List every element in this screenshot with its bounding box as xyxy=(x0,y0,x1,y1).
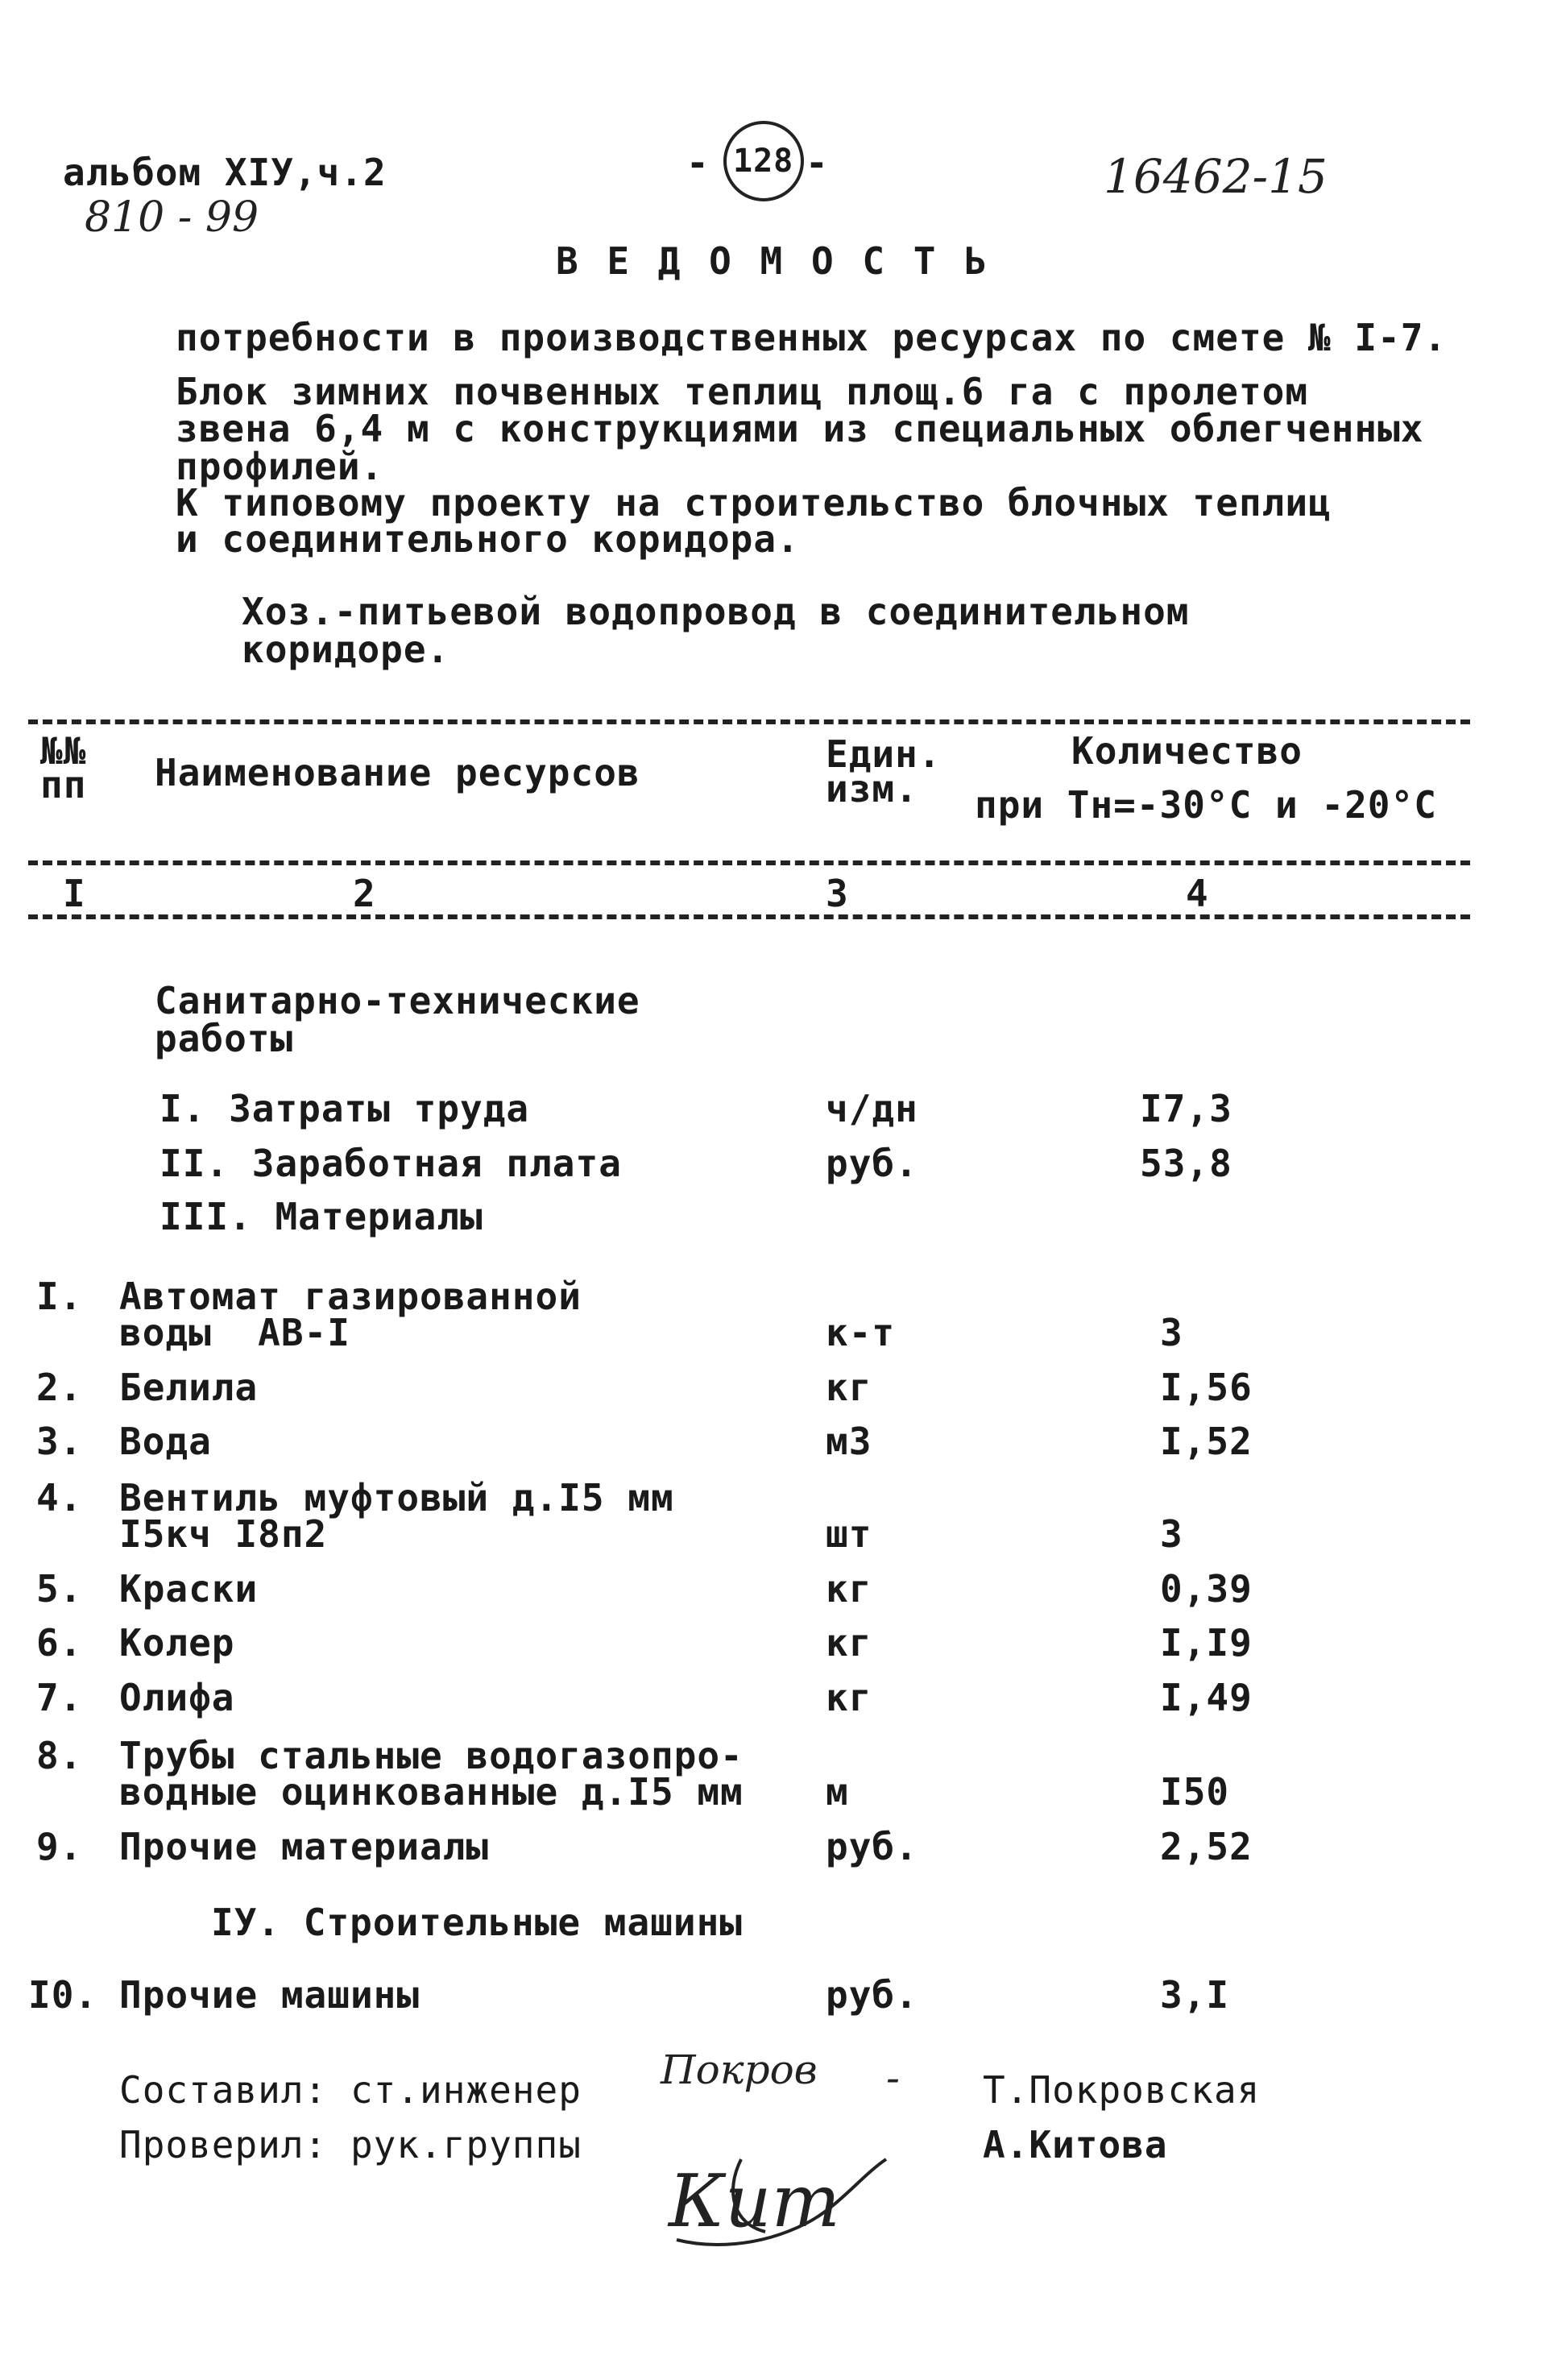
material-unit: шт xyxy=(826,1512,872,1556)
material-qty: 2,52 xyxy=(1160,1825,1253,1868)
summary-row-unit: ч/дн xyxy=(826,1087,918,1130)
material-qty: 0,39 xyxy=(1160,1567,1253,1611)
material-unit: кг xyxy=(826,1621,872,1665)
summary-row-label: III. Материалы xyxy=(159,1195,483,1238)
machines-heading: IУ. Строительные машины xyxy=(211,1901,743,1944)
table-top-rule xyxy=(28,719,1470,724)
material-name: Олифа xyxy=(119,1676,235,1719)
col-number-1: I xyxy=(63,872,86,915)
material-num: 6. xyxy=(36,1621,83,1665)
summary-row-unit: руб. xyxy=(826,1142,918,1185)
col-num-label-1: №№ xyxy=(40,729,87,773)
document-title: В Е Д О М О С Т Ь xyxy=(556,239,990,283)
material-unit: руб. xyxy=(826,1825,918,1868)
col-name-header: Наименование ресурсов xyxy=(155,751,640,794)
material-qty: I,I9 xyxy=(1160,1621,1253,1665)
material-qty: I,49 xyxy=(1160,1676,1253,1719)
material-num: 7. xyxy=(36,1676,83,1719)
material-unit: кг xyxy=(826,1567,872,1611)
doc-number-handwritten: 16462-15 xyxy=(1104,149,1328,204)
material-name: Колер xyxy=(119,1621,235,1665)
material-num: I. xyxy=(36,1275,83,1318)
material-num: 8. xyxy=(36,1734,83,1777)
subtitle-line-2: коридоре. xyxy=(242,628,450,671)
col-num-label-2: пп xyxy=(40,763,87,806)
material-name-cont: водные оцинкованные д.I5 мм xyxy=(119,1770,744,1814)
signature-checked: Кит xyxy=(669,2159,840,2244)
material-name: Вода xyxy=(119,1420,212,1463)
material-num: 2. xyxy=(36,1366,83,1409)
summary-row-label: I. Затраты труда xyxy=(159,1087,530,1130)
checked-by-label: Проверил: рук.группы xyxy=(119,2123,582,2166)
intro-line-4: профилей. xyxy=(176,445,384,488)
compiled-by-label: Составил: ст.инженер xyxy=(119,2068,582,2112)
machine-num: I0. xyxy=(28,1973,98,2017)
material-name-cont: воды АВ-I xyxy=(119,1311,350,1354)
album-label: альбом XIУ,ч.2 xyxy=(63,151,387,194)
material-name: Автомат газированной xyxy=(119,1275,582,1318)
checked-by-name: А.Китова xyxy=(983,2123,1168,2166)
col-number-4: 4 xyxy=(1186,872,1209,915)
intro-line-2: Блок зимних почвенных теплиц площ.6 га с пролетом xyxy=(176,370,1309,413)
intro-line-3: звена 6,4 м с конструкциями из специальных облегченных xyxy=(176,407,1424,450)
material-unit: кг xyxy=(826,1676,872,1719)
col-number-3: 3 xyxy=(826,872,849,915)
compiled-by-name: Т.Покровская xyxy=(983,2068,1261,2112)
col-number-2: 2 xyxy=(353,872,376,915)
col-qty-label-1: Количество xyxy=(1071,729,1303,773)
page-number-dash-right: - xyxy=(806,141,829,185)
material-name: Вентиль муфтовый д.I5 мм xyxy=(119,1476,674,1520)
material-name: Трубы стальные водогазопро- xyxy=(119,1734,744,1777)
machine-unit: руб. xyxy=(826,1973,918,2017)
machine-name: Прочие машины xyxy=(119,1973,420,2017)
machine-qty: 3,I xyxy=(1160,1973,1230,2017)
material-qty: I,56 xyxy=(1160,1366,1253,1409)
table-columns-rule xyxy=(28,914,1470,919)
material-qty: 3 xyxy=(1160,1311,1183,1354)
summary-row-label: II. Заработная плата xyxy=(159,1142,622,1185)
summary-row-qty: 53,8 xyxy=(1140,1142,1232,1185)
album-code-handwritten: 810 - 99 xyxy=(85,193,259,242)
material-unit: м3 xyxy=(826,1420,872,1463)
section-title-line-1: Санитарно-технические xyxy=(155,979,640,1022)
material-qty: I,52 xyxy=(1160,1420,1253,1463)
material-unit: м xyxy=(826,1770,849,1814)
signature-compiled-dash: - xyxy=(886,2055,900,2101)
material-qty: 3 xyxy=(1160,1512,1183,1556)
table-header-rule xyxy=(28,860,1470,865)
material-qty: I50 xyxy=(1160,1770,1230,1814)
col-qty-label-2: при Тн=-30°С и -20°С xyxy=(975,783,1437,827)
intro-line-6: и соединительного коридора. xyxy=(176,517,800,561)
intro-line-1: потребности в производственных ресурсах по смете № I-7. xyxy=(176,316,1448,359)
page-number: 128 xyxy=(733,143,794,180)
material-name: Краски xyxy=(119,1567,259,1611)
material-unit: к-т xyxy=(826,1311,896,1354)
section-title-line-2: работы xyxy=(155,1017,294,1060)
material-unit: кг xyxy=(826,1366,872,1409)
col-unit-label-1: Един. xyxy=(826,732,942,776)
material-num: 3. xyxy=(36,1420,83,1463)
material-num: 9. xyxy=(36,1825,83,1868)
signature-flourish xyxy=(644,2127,910,2264)
page-number-dash-left: - xyxy=(686,141,710,185)
summary-row-qty: I7,3 xyxy=(1140,1087,1232,1130)
material-name: Прочие материалы xyxy=(119,1825,490,1868)
subtitle-line-1: Хоз.-питьевой водопровод в соединительном xyxy=(242,590,1190,633)
signature-compiled: Покров xyxy=(661,2046,818,2093)
material-name: Белила xyxy=(119,1366,259,1409)
material-name-cont: I5кч I8п2 xyxy=(119,1512,328,1556)
material-num: 5. xyxy=(36,1567,83,1611)
material-num: 4. xyxy=(36,1476,83,1520)
col-unit-label-2: изм. xyxy=(826,767,918,811)
intro-line-5: К типовому проекту на строительство блочных теплиц xyxy=(176,481,1332,525)
